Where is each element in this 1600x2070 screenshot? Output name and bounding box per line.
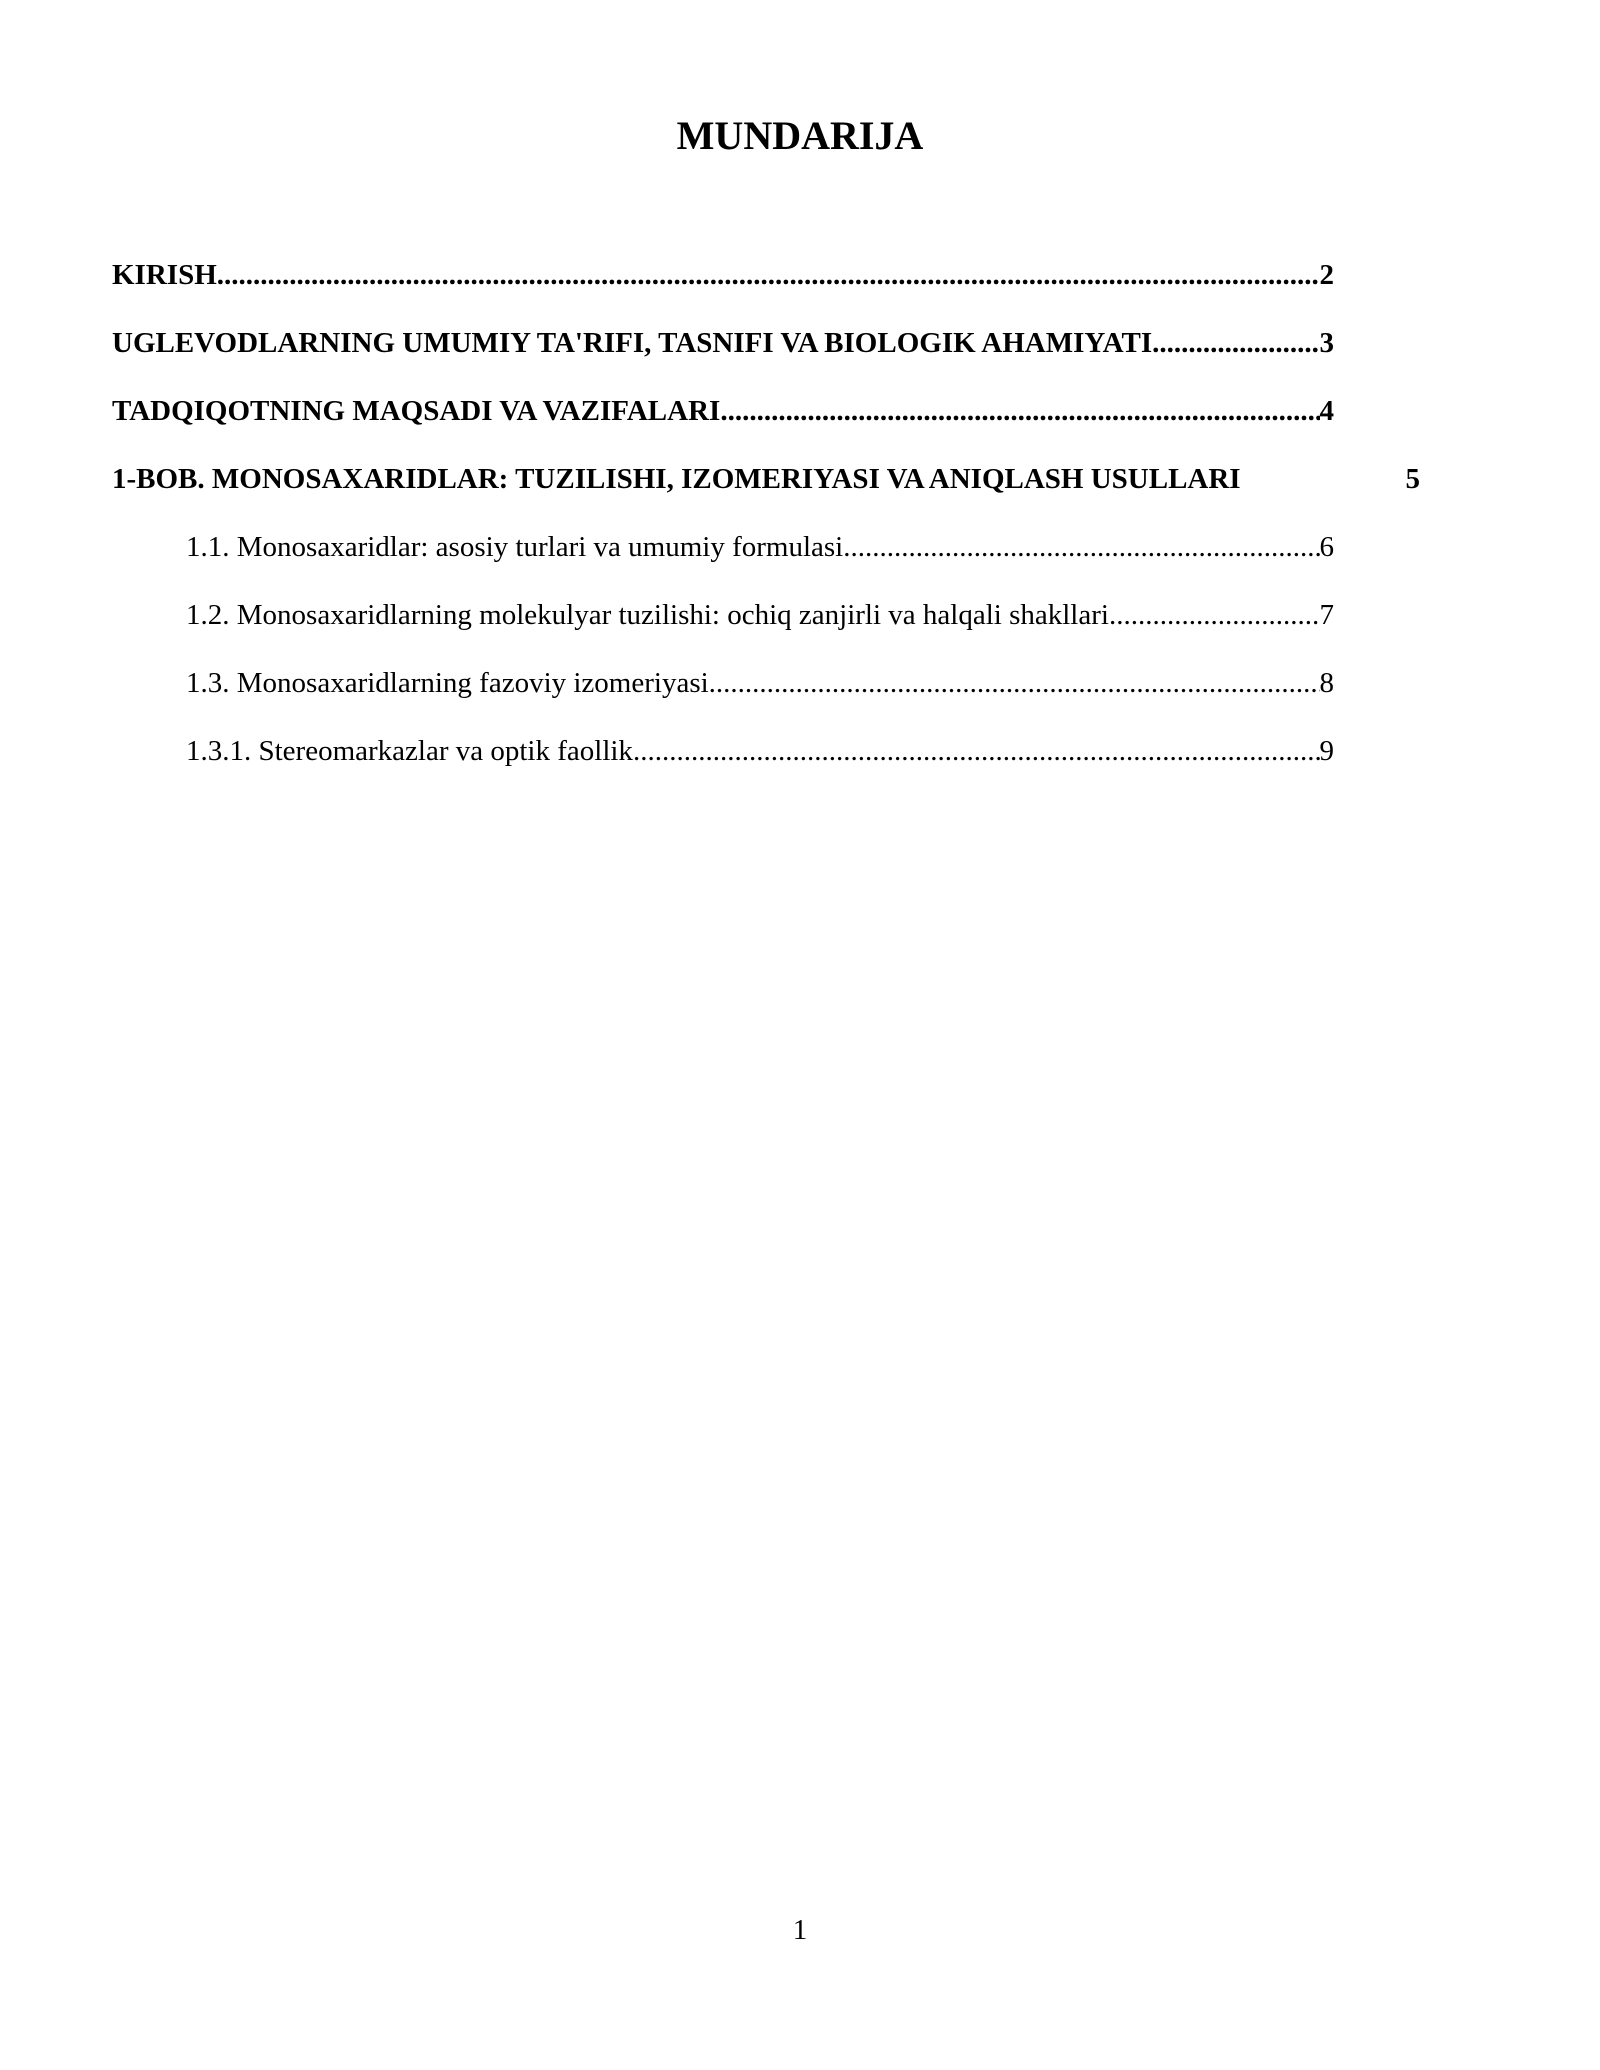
toc-entry-title: KIRISH	[112, 259, 217, 291]
toc-entry-section-1-1[interactable]	[112, 524, 1334, 592]
toc-entry-page: 4	[1319, 395, 1334, 427]
toc-entry-page: 5	[1405, 463, 1420, 495]
toc-entry-title: UGLEVODLARNING UMUMIY TA'RIFI, TASNIFI VA BIOLOGIK AHAMIYATI	[112, 327, 1153, 359]
table-of-contents	[112, 252, 1420, 796]
toc-entry-tadqiqot[interactable]	[112, 388, 1334, 456]
toc-entry-chapter-1[interactable]	[112, 456, 1420, 524]
toc-dot-leader	[1152, 320, 1319, 366]
toc-entry-page: 9	[1319, 735, 1334, 767]
toc-entry-section-1-3-1[interactable]	[112, 728, 1334, 796]
toc-dot-leader	[1109, 592, 1320, 638]
toc-dot-leader	[720, 388, 1319, 434]
toc-dot-leader	[633, 728, 1320, 774]
toc-entry-section-1-3[interactable]	[112, 660, 1334, 728]
toc-entry-uglevodlar[interactable]	[112, 320, 1334, 388]
toc-entry-title: 1.1. Monosaxaridlar: asosiy turlari va umumiy formulasi	[186, 531, 844, 563]
toc-entry-page: 6	[1319, 531, 1334, 563]
toc-dot-leader	[709, 660, 1320, 706]
toc-entry-section-1-2[interactable]	[112, 592, 1334, 660]
toc-entry-title: TADQIQOTNING MAQSADI VA VAZIFALARI	[112, 395, 721, 427]
toc-entry-page: 7	[1319, 599, 1334, 631]
toc-entry-title: 1.2. Monosaxaridlarning molekulyar tuzilishi: ochiq zanjirli va halqali shakllari	[186, 599, 1109, 631]
toc-entry-page: 3	[1319, 327, 1334, 359]
toc-entry-title: 1-BOB. MONOSAXARIDLAR: TUZILISHI, IZOMERIYASI VA ANIQLASH USULLARI	[112, 463, 1241, 495]
toc-dot-leader	[217, 252, 1320, 298]
toc-entry-kirish[interactable]	[112, 252, 1334, 320]
toc-entry-page: 2	[1319, 259, 1334, 291]
toc-entry-page: 8	[1319, 667, 1334, 699]
toc-entry-title: 1.3. Monosaxaridlarning fazoviy izomeriyasi	[186, 667, 709, 699]
toc-entry-title: 1.3.1. Stereomarkazlar va optik faollik	[186, 735, 633, 767]
toc-dot-leader	[843, 524, 1319, 570]
page-number: 1	[792, 1914, 808, 1946]
page-title: MUNDARIJA	[676, 113, 924, 158]
